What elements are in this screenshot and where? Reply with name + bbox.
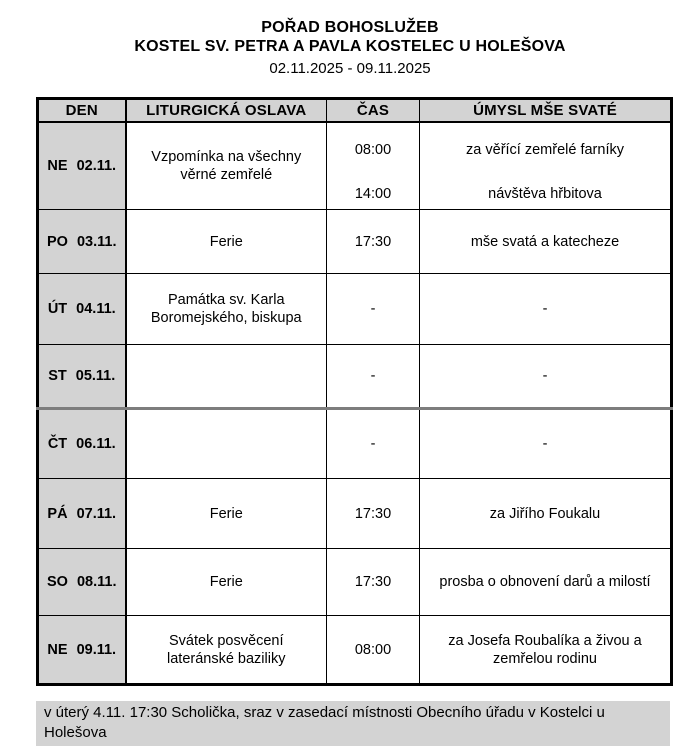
day-date: 07.11. xyxy=(76,505,117,522)
time-cell: 17:30 xyxy=(327,479,420,549)
celebration-cell: Svátek posvěcení lateránské baziliky xyxy=(126,616,327,685)
table-row xyxy=(38,549,672,616)
day-date: 03.11. xyxy=(76,233,117,250)
time-cell: 17:30 xyxy=(327,210,420,274)
table-row xyxy=(38,616,672,685)
day-abbr: ČT xyxy=(47,436,68,452)
column-header-cas: ČAS xyxy=(327,99,420,123)
intention-cell: - xyxy=(420,345,672,409)
celebration-cell: Ferie xyxy=(126,210,327,274)
schedule-table xyxy=(36,97,673,686)
day-cell xyxy=(38,409,126,479)
celebration-cell xyxy=(126,345,327,409)
table-row xyxy=(38,479,672,549)
day-date: 06.11. xyxy=(76,436,116,452)
document-header xyxy=(0,0,700,78)
date-range: 02.11.2025 - 09.11.2025 xyxy=(269,60,431,77)
intention-cell: prosba o obnovení darů a milostí xyxy=(420,549,672,616)
day-cell xyxy=(38,616,126,685)
intention-entry: návštěva hřbitova xyxy=(488,186,602,202)
intention-cell: za Josefa Roubalíka a živou a zemřelou rodinu xyxy=(420,616,672,685)
time-cell: - xyxy=(327,345,420,409)
day-abbr: NE xyxy=(47,158,68,174)
celebration-cell: Památka sv. Karla Boromejského, biskupa xyxy=(126,274,327,345)
day-abbr: NE xyxy=(47,641,68,658)
footer-note: v úterý 4.11. 17:30 Scholička, sraz v zasedací místnosti Obecního úřadu v Kostelci u Holešova xyxy=(36,701,670,746)
document-title: POŘAD BOHOSLUŽEB xyxy=(261,19,439,36)
intention-cell: - xyxy=(420,409,672,479)
intention-entry: za věřící zemřelé farníky xyxy=(466,142,624,158)
table-row xyxy=(38,409,672,479)
time-entry: 14:00 xyxy=(354,186,392,202)
celebration-cell xyxy=(126,409,327,479)
time-cell: 08:00 xyxy=(327,616,420,685)
day-abbr: ÚT xyxy=(47,301,68,317)
table-row xyxy=(38,345,672,409)
day-abbr: PO xyxy=(47,233,68,250)
celebration-cell: Ferie xyxy=(126,549,327,616)
table-row xyxy=(38,122,672,210)
column-header-liturgicka-oslava: LITURGICKÁ OSLAVA xyxy=(126,99,327,123)
day-cell xyxy=(38,122,126,210)
day-date: 09.11. xyxy=(76,641,117,658)
day-date: 08.11. xyxy=(76,574,117,590)
time-cell: - xyxy=(327,409,420,479)
day-cell xyxy=(38,274,126,345)
table-row xyxy=(38,210,672,274)
time-cell: - xyxy=(327,274,420,345)
column-header-den: DEN xyxy=(38,99,126,123)
day-cell xyxy=(38,210,126,274)
intention-cell xyxy=(420,122,672,210)
day-cell xyxy=(38,549,126,616)
day-cell xyxy=(38,479,126,549)
day-abbr: SO xyxy=(47,574,68,590)
celebration-cell: Ferie xyxy=(126,479,327,549)
day-cell xyxy=(38,345,126,409)
day-abbr: ST xyxy=(48,368,67,384)
church-name: KOSTEL SV. PETRA A PAVLA KOSTELEC U HOLEŠOVA xyxy=(134,38,566,55)
intention-cell: - xyxy=(420,274,672,345)
column-header-umysl-mse-svate: ÚMYSL MŠE SVATÉ xyxy=(420,99,672,123)
day-date: 05.11. xyxy=(75,368,116,384)
celebration-cell: Vzpomínka na všechny věrné zemřelé xyxy=(126,122,327,210)
table-row xyxy=(38,274,672,345)
intention-cell: mše svatá a katecheze xyxy=(420,210,672,274)
day-abbr: PÁ xyxy=(47,505,68,522)
day-date: 02.11. xyxy=(76,158,117,174)
intention-cell: za Jiřího Foukalu xyxy=(420,479,672,549)
time-entry: 08:00 xyxy=(354,142,392,158)
table-header-row xyxy=(38,99,672,123)
day-date: 04.11. xyxy=(76,301,116,317)
time-cell: 17:30 xyxy=(327,549,420,616)
time-cell xyxy=(327,122,420,210)
